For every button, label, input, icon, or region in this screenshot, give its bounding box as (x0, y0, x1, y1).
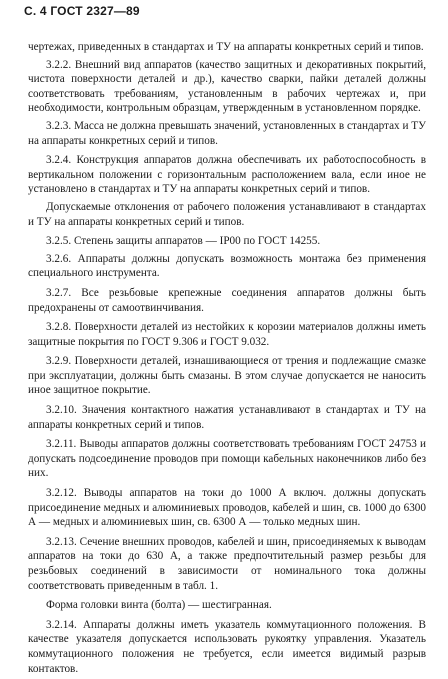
paragraph: 3.2.5. Степень защиты аппаратов — IP00 по ГОСТ 14255. (46, 235, 321, 248)
paragraph: 3.2.4. Конструкция аппаратов должна обеспечивать их работоспособность в вертикальном положении с горизонтальным расположением вала, если иное не установлено в стандартах и ТУ на аппараты конкретных серий и типов. (28, 154, 426, 196)
paragraph: 3.2.3. Масса не должна превышать значений, установленных в стандартах и ТУ на аппараты конкретных серий и типов. (28, 119, 426, 147)
paragraph: 3.2.8. Поверхности деталей из нестойких к корозии материалов должны иметь защитные покрытия по ГОСТ 9.306 и ГОСТ 9.032. (28, 321, 426, 348)
paragraph: Форма головки винта (болта) — шестигранная. (46, 599, 272, 612)
page-header: С. 4 ГОСТ 2327—89 (24, 4, 140, 18)
paragraph: 3.2.14. Аппараты должны иметь указатель коммутационного положения. В качестве указателя допускается использовать рукоятку управления. Указатель коммутационного положения не требуется, если имеется видимый разрыв контактов. (28, 618, 426, 675)
paragraph: 3.2.13. Сечение внешних проводов, кабелей и шин, присоединяемых к выводам аппаратов на токи до 630 А, а также предпочтительный размер резьбы для резьбовых соединений в зависимости от номинального тока должны соответствовать приведенным в табл. 1. (28, 535, 426, 592)
document-body (28, 40, 426, 679)
paragraph: 3.2.11. Выводы аппаратов должны соответствовать требованиям ГОСТ 24753 и допускать подсоединение проводов при помощи кабельных наконечников либо без них. (28, 438, 426, 480)
paragraph: 3.2.10. Значения контактного нажатия устанавливают в стандартах и ТУ на аппараты конкретных серий и типов. (28, 404, 426, 431)
paragraph: чертежах, приведенных в стандартах и ТУ на аппараты конкретных серий и типов. (28, 41, 424, 53)
paragraph: 3.2.7. Все резьбовые крепежные соединения аппаратов должны быть предохранены от самоотвинчивания. (28, 286, 426, 314)
paragraph: 3.2.12. Выводы аппаратов на токи до 1000 А включ. должны допускать присоединение медных и алюминиевых проводов, кабелей и шин, св. 1000 до 6300 А — медных и алюминиевых шин, св. 6300 А — только медных шин. (28, 487, 426, 529)
paragraph: Допускаемые отклонения от рабочего положения устанавливают в стандартах и ТУ на аппараты конкретных серий и типов. (28, 200, 426, 228)
paragraph: 3.2.9. Поверхности деталей, изнашивающиеся от трения и подлежащие смазке при эксплуатации, должны быть смазаны. В этом случае допускается не наносить иное защитное покрытие. (28, 355, 426, 397)
paragraph: 3.2.6. Аппараты должны допускать возможность монтажа без применения специального инструмента. (28, 252, 426, 280)
paragraph: 3.2.2. Внешний вид аппаратов (качество защитных и декоративных покрытий, чистота поверхности деталей и др.), качество сварки, пайки деталей должны соответствовать требованиям, установленным в рабочих чертежах и, при необходимости, контрольным образцам, утвержденным в установленном порядке. (28, 58, 426, 115)
